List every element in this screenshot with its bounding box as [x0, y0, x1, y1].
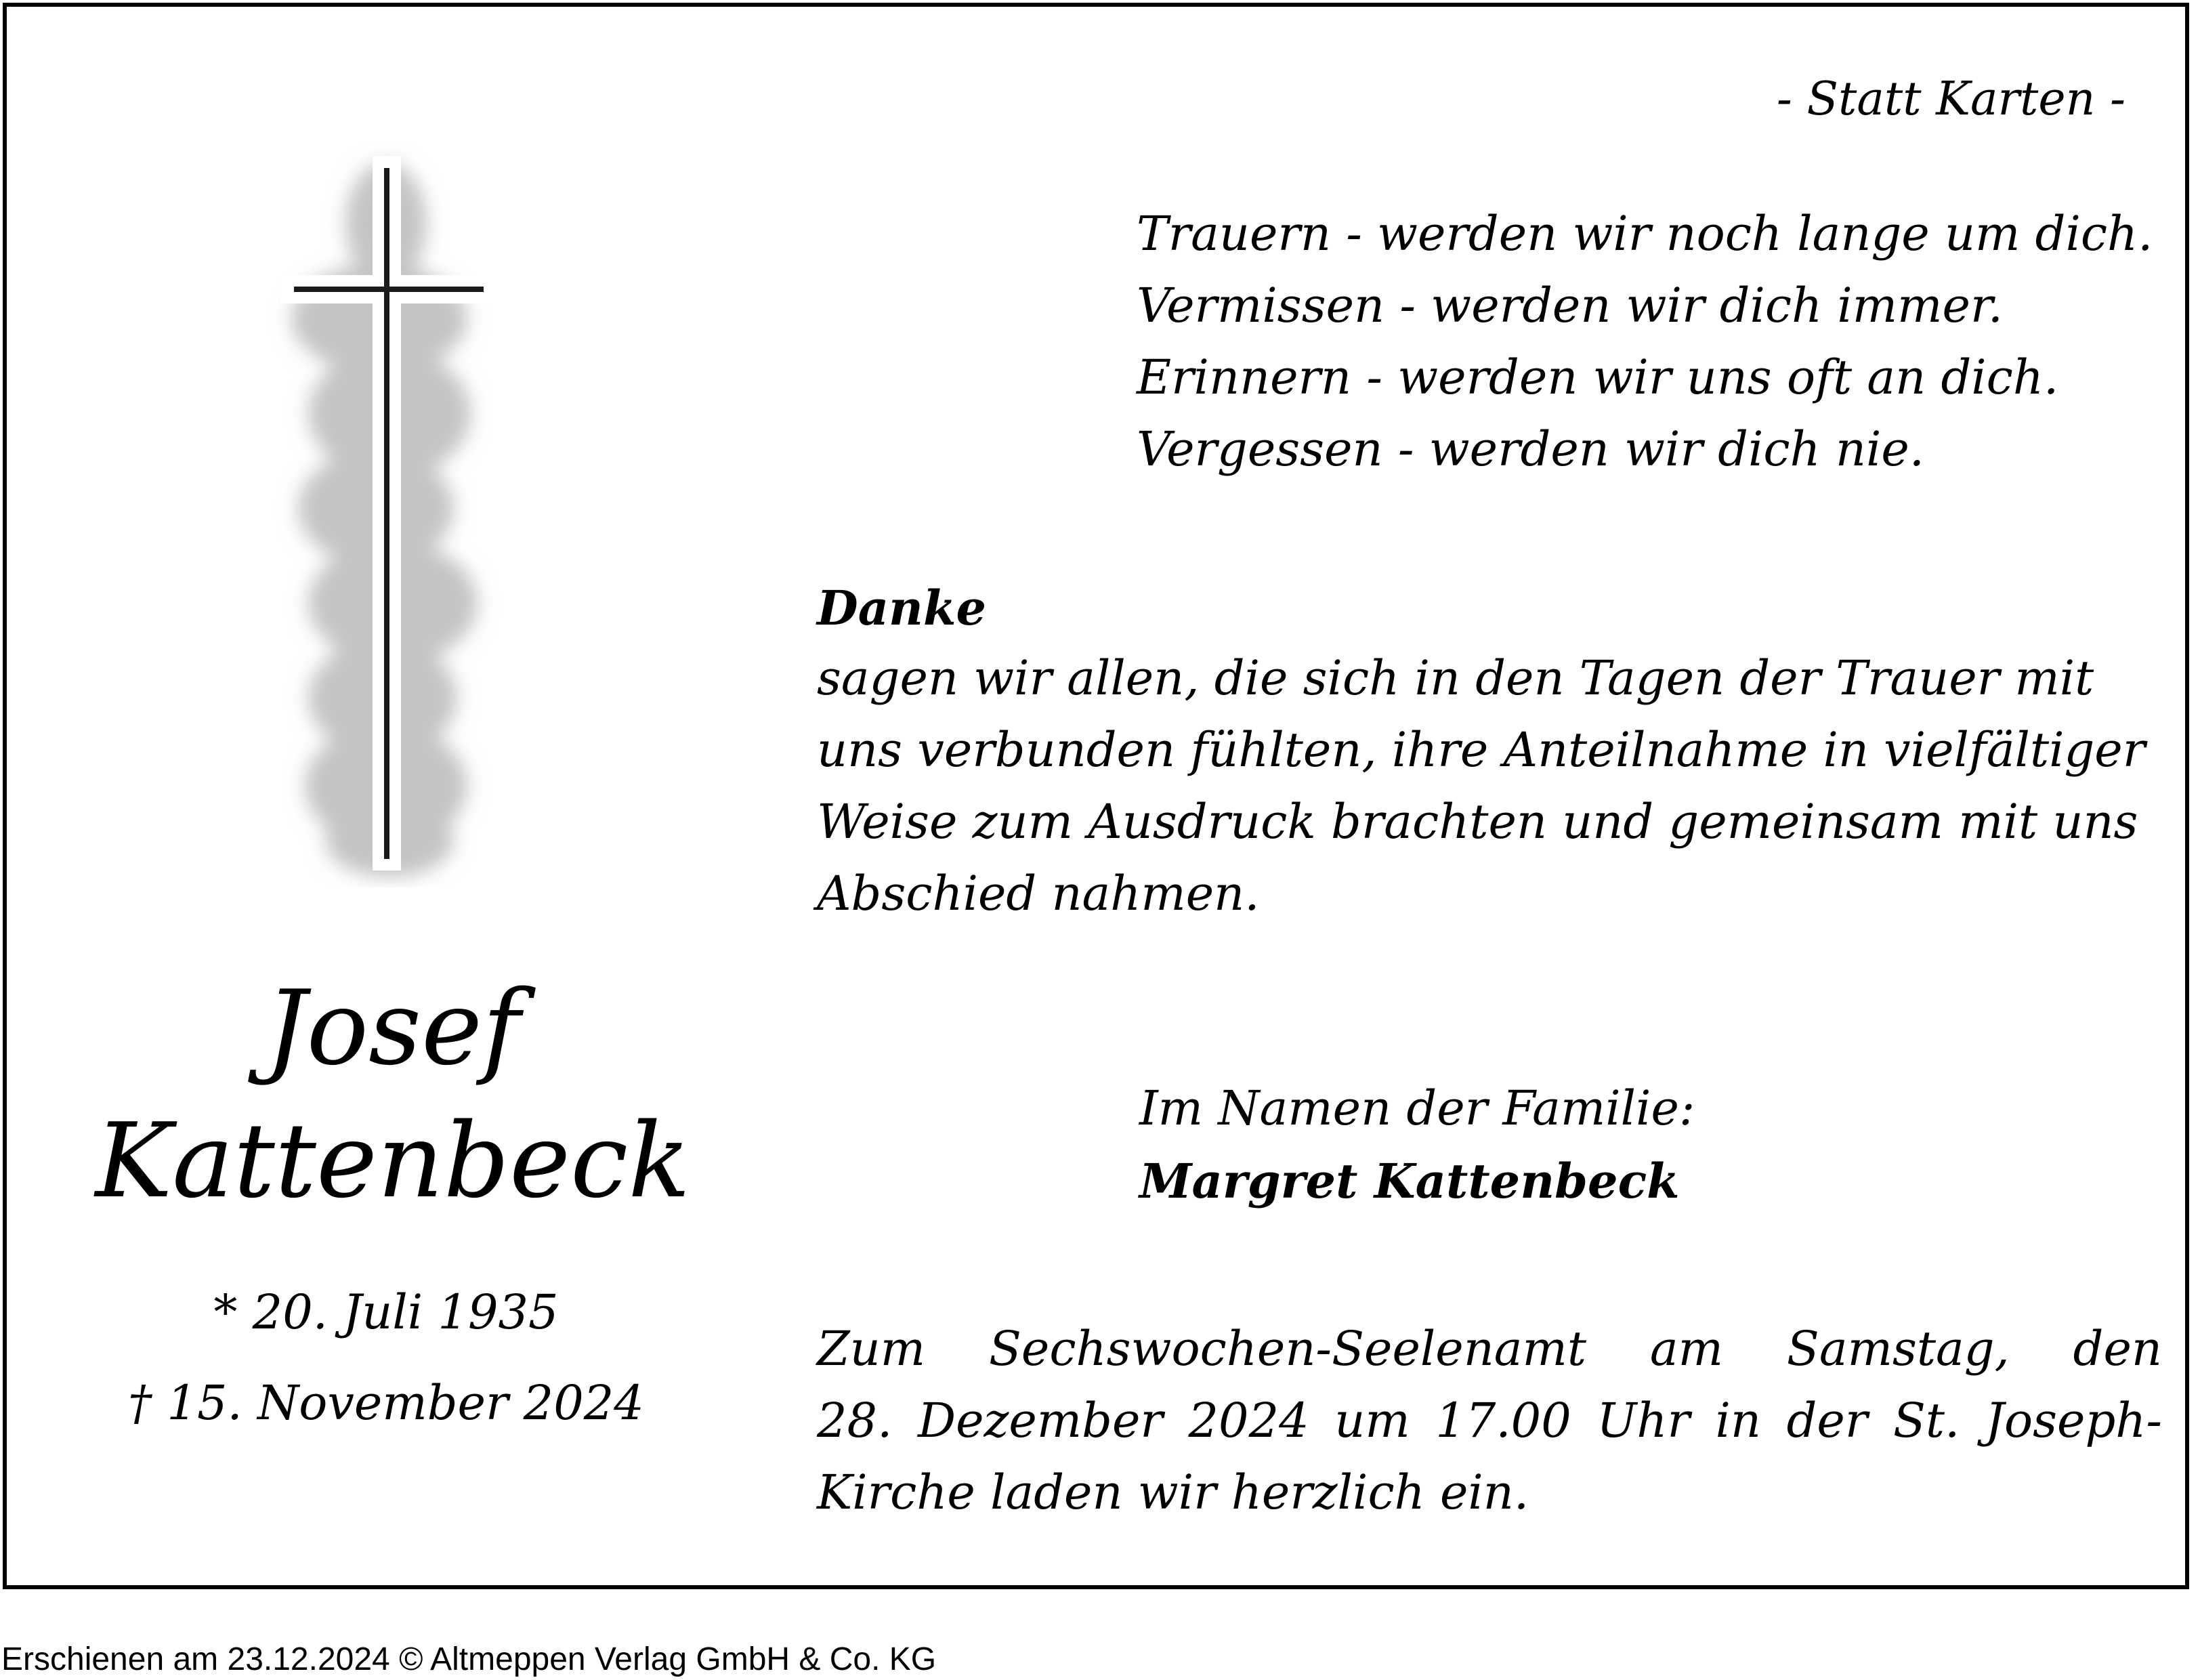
death-date: † 15. November 2024 — [128, 1375, 644, 1431]
thanks-line: Weise zum Ausdruck brachten und gemeinsam mit uns — [817, 794, 2138, 849]
deceased-last-name: Kattenbeck — [95, 1101, 691, 1221]
poem-line: Vermissen - werden wir dich immer. — [1137, 278, 2004, 333]
family-signature — [1139, 1072, 1695, 1218]
mass-line: Zum Sechswochen-Seelenamt am Samstag, den — [817, 1321, 2162, 1377]
family-name: Margret Kattenbeck — [1139, 1153, 1680, 1209]
statt-karten-line: - Statt Karten - — [1776, 72, 2125, 126]
deceased-name — [75, 962, 711, 1227]
memorial-mass-text — [817, 1313, 2162, 1528]
publication-footer: Erschienen am 23.12.2024 © Altmeppen Verlag GmbH & Co. KG — [1, 1641, 937, 1677]
deceased-first-name: Josef — [265, 968, 521, 1088]
birth-date: * 20. Juli 1935 — [213, 1284, 559, 1340]
poem — [1137, 198, 2153, 485]
thanks-line: uns verbunden fühlten, ihre Anteilnahme in vielfältiger — [817, 722, 2146, 778]
mass-line: Kirche laden wir herzlich ein. — [817, 1465, 1529, 1520]
poem-line: Vergessen - werden wir dich nie. — [1137, 421, 1925, 477]
cross-icon — [230, 142, 542, 887]
family-label: Im Namen der Familie: — [1139, 1080, 1695, 1136]
poem-line: Trauern - werden wir noch lange um dich. — [1137, 206, 2153, 261]
obituary-notice — [3, 3, 2189, 1589]
mass-line: 28. Dezember 2024 um 17.00 Uhr in der St. Joseph- — [817, 1393, 2162, 1448]
thanks-line: Abschied nahmen. — [817, 866, 1260, 921]
poem-line: Erinnern - werden wir uns oft an dich. — [1137, 350, 2059, 405]
thanks-text — [817, 642, 2145, 929]
thanks-heading: Danke — [817, 580, 986, 636]
life-dates — [75, 1267, 698, 1448]
thanks-line: sagen wir allen, die sich in den Tagen der Trauer mit — [817, 650, 2094, 706]
